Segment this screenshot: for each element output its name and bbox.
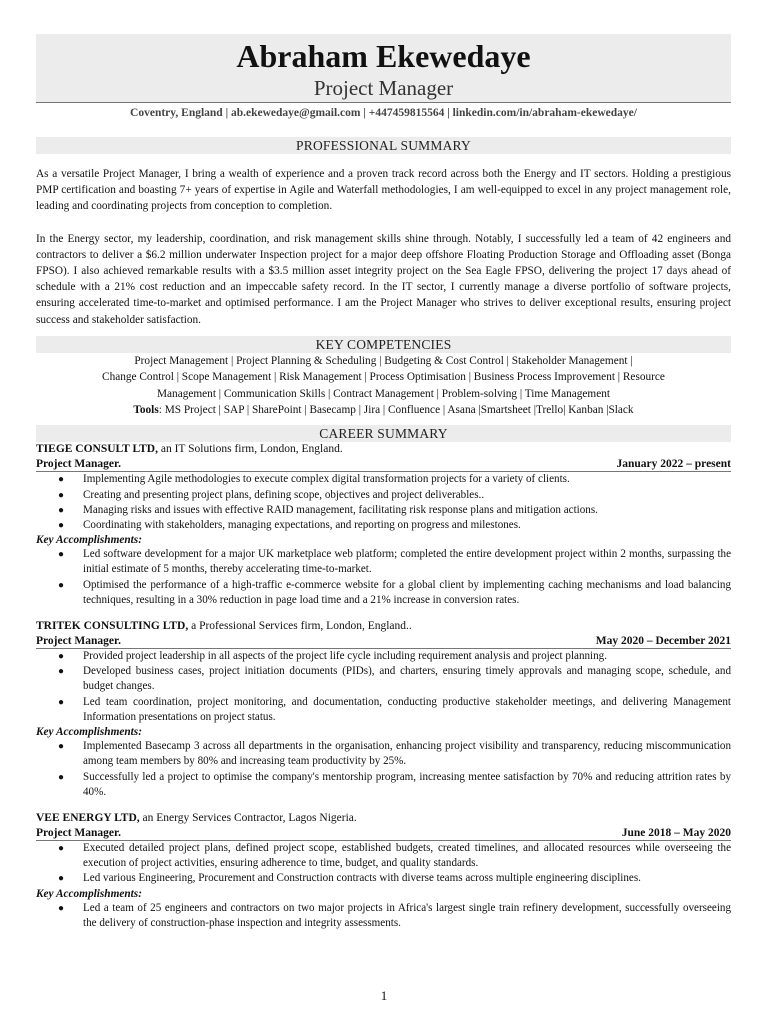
- duties-list: [36, 841, 731, 887]
- list-item: ● Executed detailed project plans, defined project scope, established budgets, created timelines, and allocated resources while overseeing the execution of project activities, ensuring adherence to time, budget, and quality standards.: [58, 841, 731, 870]
- list-item: ● Optimised the performance of a high-traffic e-commerce website for a global client by implementing caching mechanisms and load balancing techniques, resulting in a 30% reduction in page load time and a 21% increase in conversion rates.: [58, 578, 731, 606]
- role-row: [36, 634, 731, 649]
- job-entry: [36, 442, 731, 608]
- bullet-icon: ●: [58, 741, 65, 753]
- bullet-icon: ●: [58, 474, 65, 486]
- candidate-title: Project Manager: [313, 76, 454, 100]
- job-entry: [36, 811, 731, 931]
- bullet-icon: ●: [58, 579, 65, 591]
- page-number: 1: [380, 988, 388, 1003]
- competency-line-1: Project Management | Project Planning & Scheduling | Budgeting & Cost Control | Stakeholder Management |: [134, 354, 633, 367]
- company-name: TIEGE CONSULT LTD,: [36, 443, 158, 456]
- role-row: [36, 826, 731, 841]
- company-description: a Professional Services firm, London, England..: [188, 620, 412, 633]
- list-item: ● Successfully led a project to optimise the company's mentorship program, increasing mentee satisfaction by 70% and reducing attrition rates by 40%.: [58, 770, 731, 798]
- bullet-icon: ●: [58, 666, 65, 678]
- role-dates: May 2020 – December 2021: [595, 635, 731, 648]
- company-description: an Energy Services Contractor, Lagos Nigeria.: [139, 811, 357, 824]
- section-heading-summary: PROFESSIONAL SUMMARY: [36, 137, 731, 154]
- candidate-name: Abraham Ekewedaye: [236, 38, 531, 74]
- job-heading: [36, 619, 731, 634]
- duties-list: [36, 649, 731, 725]
- job-heading: [36, 811, 731, 826]
- tools-label: Tools: [133, 404, 159, 417]
- list-item: ● Developed business cases, project initiation documents (PIDs), and charters, ensuring timely approvals and managing scope, schedule, and budget changes.: [58, 665, 731, 693]
- list-item: ● Implementing Agile methodologies to execute complex digital transformation projects for a variety of clients.: [36, 472, 731, 487]
- list-item: ● Led various Engineering, Procurement and Construction contracts with diverse teams across multiple engineering disciplines.: [36, 871, 731, 886]
- bullet-icon: ●: [58, 549, 65, 561]
- role-dates: January 2022 – present: [616, 458, 731, 471]
- list-item: ● Creating and presenting project plans, defining scope, objectives and project deliverables..: [36, 488, 731, 503]
- bullet-icon: ●: [58, 902, 65, 914]
- resume-page: [36, 34, 731, 931]
- summary-paragraph-1: As a versatile Project Manager, I bring a wealth of experience and a proven track record across both the Energy and IT sectors. Holding a prestigious PMP certification and boasting 7+ years of expertise in Agile and Waterfall methodologies, I am well-equipped to excel in any project management role, leading and coordinating projects from conception to completion.: [36, 168, 731, 213]
- accomplishments-label: Key Accomplishments:: [36, 726, 142, 739]
- tools-line: [36, 402, 731, 418]
- tools-list: : MS Project | SAP | SharePoint | Basecamp | Jira | Confluence | Asana |Smartsheet |Trello| Kanban |Slack: [158, 404, 634, 417]
- list-item: ● Led team coordination, project monitoring, and documentation, conducting productive stakeholder meetings, and delivering Management Information presentations on project status.: [58, 695, 731, 723]
- section-heading-competencies: KEY COMPETENCIES: [36, 336, 731, 353]
- list-item: ● Led software development for a major UK marketplace web platform; completed the entire development project within 2 months, surpassing the initial estimate of 5 months, thereby accelerating time-to-market.: [58, 548, 731, 576]
- list-item: ● Led a team of 25 engineers and contractors on two major projects in Africa's largest single train refinery development, successfully overseeing the delivery of construction-phase inspection and integrity assessments.: [58, 901, 731, 929]
- competency-line-3: Management | Communication Skills | Contract Management | Problem-solving | Time Management: [156, 387, 611, 400]
- job-entry: [36, 619, 731, 800]
- company-name: TRITEK CONSULTING LTD,: [36, 620, 189, 633]
- bullet-icon: ●: [58, 842, 65, 854]
- bullet-icon: ●: [58, 651, 65, 663]
- bullet-icon: ●: [58, 873, 65, 885]
- list-item: ● Implemented Basecamp 3 across all departments in the organisation, enhancing project visibility and transparency, reducing miscommunication among team members by 80% and increasing team productivity by 25%.: [58, 740, 731, 768]
- accomplishments-list: [36, 739, 731, 800]
- accomplishments-label: Key Accomplishments:: [36, 887, 142, 900]
- bullet-icon: ●: [58, 489, 65, 501]
- header-band: [36, 34, 731, 103]
- bullet-icon: ●: [58, 771, 65, 783]
- section-heading-career: CAREER SUMMARY: [36, 425, 731, 442]
- accomplishments-list: [36, 547, 731, 608]
- accomplishments-label: Key Accomplishments:: [36, 534, 142, 547]
- summary-paragraph-2: In the Energy sector, my leadership, coordination, and risk management skills shine through. Notably, I successfully led a team of 42 engineers and contractors to deliver a $6.2 million underwater Inspection project for a major deep offshore Floating Production Storage and Offloading asset (Bonga FPSO). I also achieved remarkable results with a $3.5 million asset integrity project on the Sea Eagle FPSO, delivering the project 17 days ahead of schedule with a 21% cost reduction and an impeccable safety record. In the IT sector, I currently manage a diverse portfolio of software projects, ensuring accelerated time-to-market and optimised performance. I am the Project Manager who strives to deliver exceptional results, ensuring project success and stakeholder satisfaction.: [36, 232, 731, 326]
- company-name: VEE ENERGY LTD,: [36, 811, 140, 824]
- role-row: [36, 457, 731, 472]
- bullet-icon: ●: [58, 696, 65, 708]
- role-dates: June 2018 – May 2020: [621, 826, 731, 839]
- competency-line-2: Change Control | Scope Management | Risk Management | Process Optimisation | Business Process Improvement | Resource: [102, 371, 665, 384]
- role-title: Project Manager.: [36, 458, 121, 471]
- company-description: an IT Solutions firm, London, England.: [157, 443, 343, 456]
- accomplishments-list: [36, 901, 731, 931]
- role-title: Project Manager.: [36, 635, 121, 648]
- role-title: Project Manager.: [36, 826, 121, 839]
- duties-list: [36, 472, 731, 533]
- list-item: ● Managing risks and issues with effective RAID management, facilitating risk response plans and mitigation actions.: [36, 503, 731, 518]
- contact-line: Coventry, England | ab.ekewedaye@gmail.com | +447459815564 | linkedin.com/in/abraham-ekewedaye/: [130, 107, 637, 119]
- job-heading: [36, 442, 731, 457]
- list-item: ● Coordinating with stakeholders, managing expectations, and reporting on progress and milestones.: [36, 518, 731, 533]
- bullet-icon: ●: [58, 504, 65, 516]
- list-item: ● Provided project leadership in all aspects of the project life cycle including requirement analysis and project planning.: [36, 649, 731, 664]
- bullet-icon: ●: [58, 520, 65, 532]
